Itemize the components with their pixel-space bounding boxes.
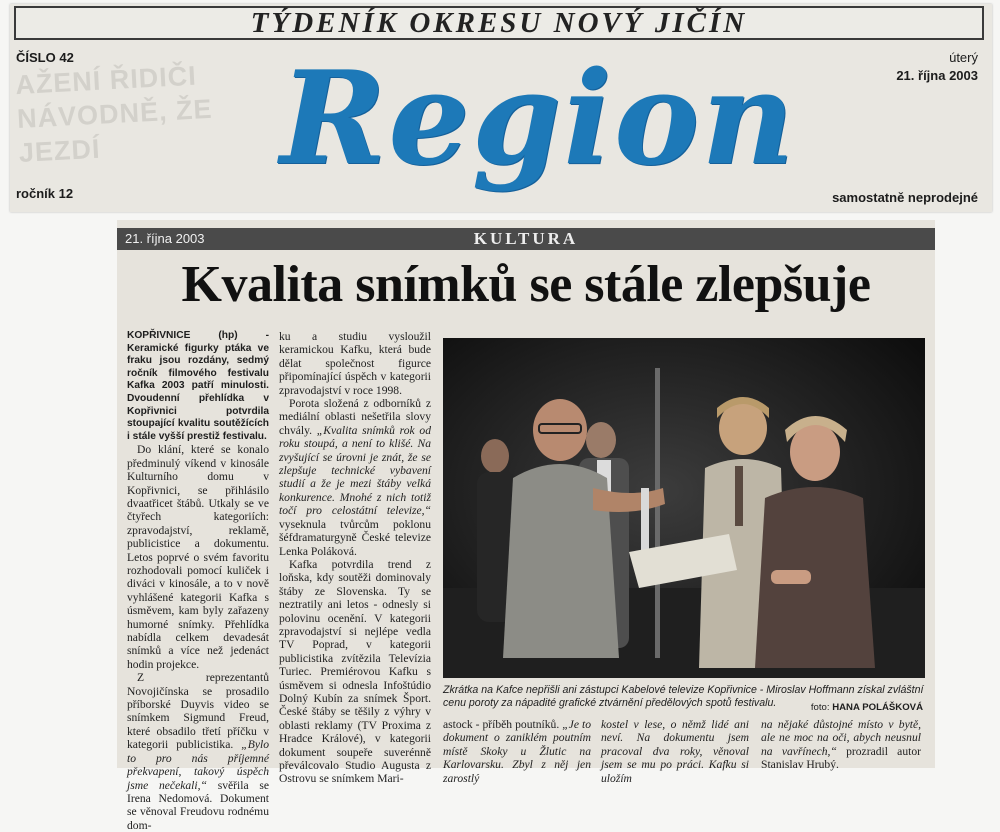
volume-number: ročník 12	[16, 186, 74, 201]
sale-note: samostatně neprodejné	[832, 190, 978, 205]
paragraph-text: astock - příběh poutníků.	[443, 718, 563, 731]
paragraph-quote: „Je to dokument o zaniklém poutním místě Skoky u Žlutic na Karlovarsku. Zbyl z něj jen zarostlý	[443, 718, 591, 785]
article-paragraph	[127, 671, 269, 832]
paragraph-text: prozradil autor Stanislav Hrubý.	[761, 744, 921, 772]
photo-caption: Zkrátka na Kafce nepřišli ani zástupci Kabelové televize Kopřivnice - Miroslav Hoffmann získal zvláštní cenu poroty za nápadité grafické ztvárnění předělových spotů festivalu.	[443, 684, 924, 709]
article-clipping	[117, 220, 935, 832]
issue-date: 21. října 2003	[896, 68, 978, 83]
paragraph-text: svěřila se Irena Nedomová. Dokument se věnoval Freudovu rodnému dom-	[127, 778, 270, 832]
paragraph-text: Z reprezentantů Novojičínska se prosadilo příborské Duyvis video se snímkem Sigmund Freud, které obsadilo třetí příčku v kategorii publicistika.	[127, 671, 269, 752]
article-headline: Kvalita snímků se stále zlepšuje	[181, 256, 871, 313]
paragraph-text: Porota složená z odborníků z mediální oblasti nešetřila slovy chvály.	[279, 397, 431, 437]
paragraph-quote: na nějaké důstojné místo v bytě, ale ne moc na oči, abych neusnul na vavřínech,“	[761, 718, 921, 758]
weekly-title: TÝDENÍK OKRESU NOVÝ JIČÍN	[250, 7, 748, 39]
article-paragraph: Kafka potvrdila trend z loňska, kdy soutěži dominovaly štáby ze Slovenska. Ty se neztratily ani letos - odnesly si polovinu ocenění. V kategorii zpravodajství si nejlépe vedla TV Poprad, v kategorii publicistika zvítězila Televízia Turiec. Premiérovou Kafku s úsměvem si odnesla Infoštúdio Dolný Kubín za snímek Šport. České štáby se těšily z výhry v oblasti reklamy (TV Proxima z Hradce Králové), v kategorii dokument soupeře suverénně převálcovalo Studio Augusta z Ostrovu se snímkem Mari-	[279, 557, 431, 786]
article-date: 21. října 2003	[125, 231, 205, 246]
award-ceremony-photo	[443, 338, 925, 678]
weekly-title-bar	[14, 6, 984, 40]
rubric-title: KULTURA	[473, 229, 579, 248]
masthead-clipping	[10, 4, 992, 212]
article-paragraph: Do klání, které se konalo předminulý víkend v kinosále Kulturního domu v Kopřivnici, se přihlásilo dvaatřicet štábů. Utkaly se ve čtyřech kategoriích: zpravodajství, reklamě, publicistice a dokumentu. Letos poprvé o svém favoritu rozhodovali pomocí kuliček i diváci v kinosále, a to v nově vyhlášené kategorii Kafka s úsměvem, kam byly zařazeny humorné snímky. Přehlídka nabídla celkem devadesát snímků a více než jedenáct hodin projekce.	[127, 443, 269, 671]
paragraph-quote: „Bylo to pro nás příjemné překvapení, takový úspěch jsme nečekali,“	[127, 738, 269, 792]
paragraph-text: vyseknula tvůrcům poklonu šéfdramaturgyně České televize Lenka Poláková.	[279, 517, 431, 558]
article-column-1	[127, 330, 270, 832]
paragraph-quote: kostel v lese, o němž lidé ani neví. Na dokumentu jsem pracoval dva roky, věnoval jsem se mu po práci. Kafku si uložím	[601, 718, 749, 785]
article-column-5	[761, 718, 921, 772]
article-photo	[443, 338, 925, 678]
article-paragraph	[279, 397, 431, 558]
article-paragraph: ku a studiu vysloužil keramickou Kafku, která bude dělat společnost figurce připomínající úspěch v kategorii zpravodajství v roce 1998.	[279, 330, 431, 397]
article-column-2	[279, 330, 431, 786]
paragraph-quote: „Kvalita snímků rok od roku stoupá, a není to klišé. Na zvyšující se úrovni je znát, že se zlepšuje technické vybavení studií a že je mezi štáby velká konkurence. Mnohé z nich totiž točí pro celostátní televize,“	[279, 423, 431, 518]
rubric-bar	[117, 228, 935, 250]
photo-credit-label: foto:	[810, 702, 830, 713]
region-logo: Region	[280, 44, 797, 194]
article-column-4	[601, 718, 749, 785]
article-column-3	[443, 718, 591, 785]
issue-number: ČÍSLO 42	[16, 50, 74, 65]
photo-credit	[811, 702, 923, 713]
issue-weekday: úterý	[949, 50, 978, 65]
photo-credit-name: HANA POLÁŠKOVÁ	[832, 702, 923, 713]
bleed-through-text: AŽENÍ ŘIDIČI NÁVODNĚ, ŽE JEZDÍ	[14, 60, 214, 168]
article-lead: KOPŘIVNICE (hp) - Keramické figurky ptáka ve fraku jsou rozdány, sedmý ročník filmového festivalu Kafka 2003 patří minulosti. Dvoudenní přehlídka v Kopřivnici potvrdila stoupající kvalitu soutěžících i stále vyšší prestiž festivalu.	[127, 330, 269, 442]
